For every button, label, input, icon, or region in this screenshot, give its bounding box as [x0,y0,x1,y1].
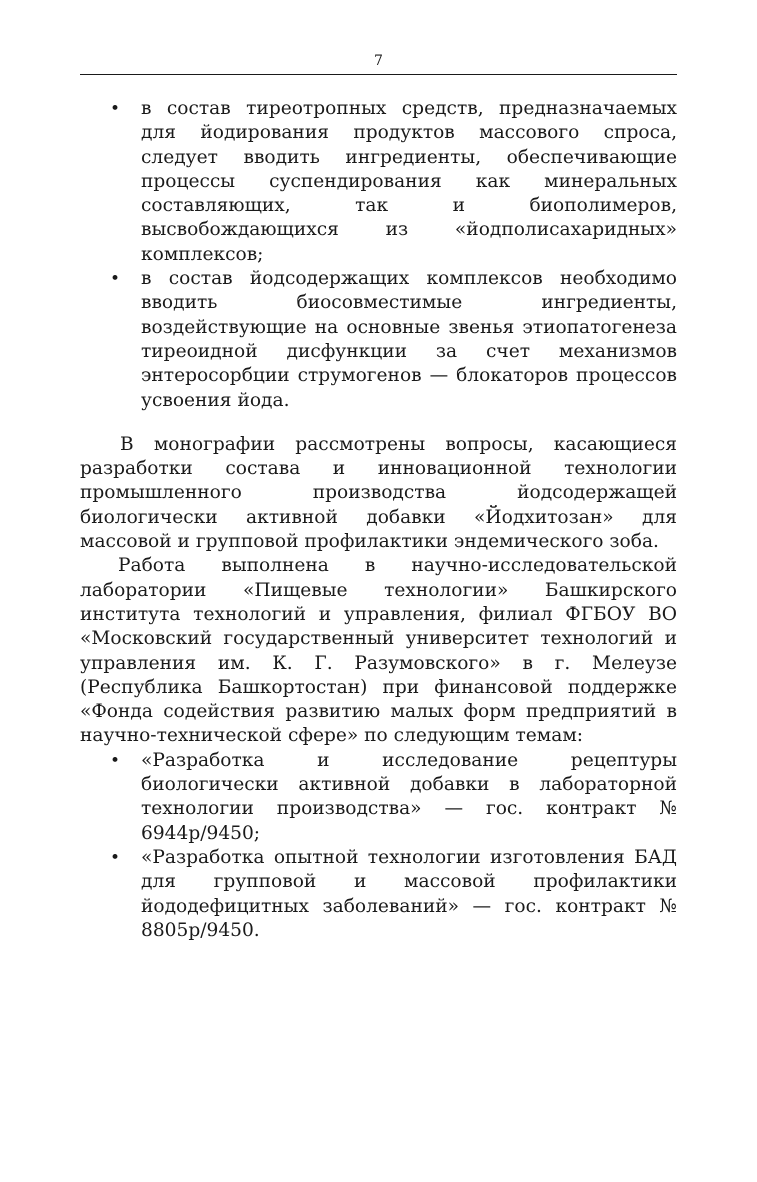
header-rule [80,74,677,75]
bullet-icon: • [109,99,121,119]
bullet-icon: • [109,269,121,290]
book-page [80,52,677,943]
list-item [80,749,677,846]
list-item-text: «Разработка и исследование рецептуры биологически активной добавки в лабораторной технологии производства» — гос. контракт № 6944р/9450; [141,749,677,844]
intro-bullet-list [80,97,677,413]
list-item [80,267,677,413]
page-number: 7 [374,53,383,69]
section-gap [80,413,677,433]
list-item [80,846,677,943]
paragraph: В монографии рассмотрены вопросы, касающиеся разработки состава и инновационной технологии промышленного производства йодсодержащей биологически активной добавки «Йодхитозан» для массовой и групповой профилактики эндемического зоба. [80,433,677,553]
list-item-text: в состав йодсодержащих комплексов необходимо вводить биосовместимые ингредиенты, воздействующие на основные звенья этиопатогенеза тиреоидной дисфункции за счет механизмов энтеросорбции струмогенов — блокаторов процессов усвоения йода. [141,268,677,411]
bullet-icon: • [109,847,121,868]
topic-bullet-list [80,749,677,943]
list-item-text: в состав тиреотропных средств, предназначаемых для йодирования продуктов массового спроса, следует вводить ингредиенты, обеспечивающие процессы суспендирования как минеральных составляющих, так и биополимеров, высвобождающихся из «йодполисахаридных» комплексов; [141,98,677,265]
list-item-text: «Разработка опытной технологии изготовления БАД для групповой и массовой профилактики йододефицитных заболеваний» — гос. контракт № 8805р/9450. [141,846,677,941]
list-item [80,97,677,267]
paragraph: Работа выполнена в научно-исследовательской лаборатории «Пищевые технологии» Башкирского института технологий и управления, филиал ФГБОУ ВО «Московский государственный университет технологий и управления им. К. Г. Разумовского» в г. Мелеузе (Республика Башкортостан) при финансовой поддержке «Фонда содействия развитию малых форм предприятий в научно-технической сфере» по следующим темам: [80,555,677,747]
bullet-icon: • [109,750,121,771]
